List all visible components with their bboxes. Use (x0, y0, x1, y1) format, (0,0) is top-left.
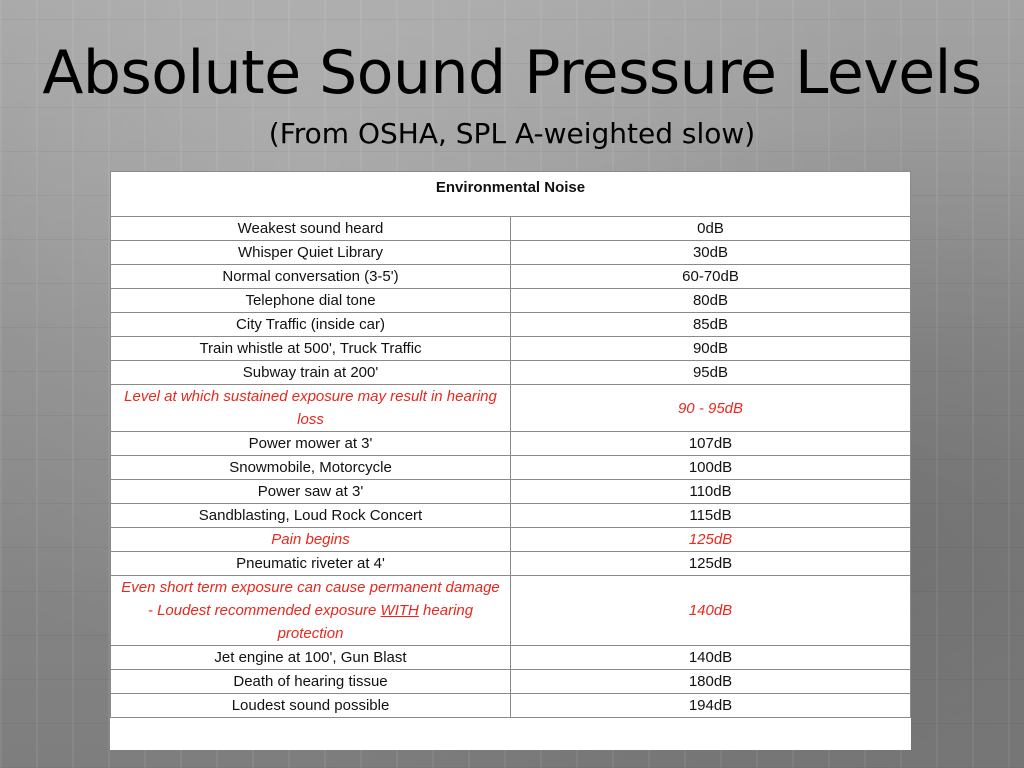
sound-level-cell: 194dB (511, 694, 911, 718)
source-text-before: Even short term exposure can cause permanent damage - Loudest recommended exposure (121, 579, 500, 619)
sound-source-cell: Train whistle at 500', Truck Traffic (111, 337, 511, 361)
sound-level-cell: 0dB (511, 217, 911, 241)
sound-source-cell: Power saw at 3' (111, 480, 511, 504)
sound-source-cell: Jet engine at 100', Gun Blast (111, 646, 511, 670)
table-row (111, 337, 911, 361)
table-row (111, 289, 911, 313)
table-row-highlight (111, 528, 911, 552)
table-row (111, 361, 911, 385)
table-row-highlight (111, 385, 911, 432)
sound-level-cell: 125dB (511, 552, 911, 576)
sound-level-cell: 140dB (511, 576, 911, 646)
sound-level-cell: 90 - 95dB (511, 385, 911, 432)
table-row (111, 646, 911, 670)
table-row (111, 480, 911, 504)
table-row (111, 432, 911, 456)
table-row (111, 456, 911, 480)
slide-subtitle: (From OSHA, SPL A-weighted slow) (268, 117, 756, 150)
sound-source-cell: Level at which sustained exposure may result in hearing loss (111, 385, 511, 432)
table-header-row (111, 172, 911, 217)
sound-level-cell: 180dB (511, 670, 911, 694)
sound-level-cell: 115dB (511, 504, 911, 528)
noise-table-panel (110, 171, 911, 750)
source-text-after: hearing protection (277, 602, 474, 642)
sound-source-cell: Snowmobile, Motorcycle (111, 456, 511, 480)
sound-level-cell: 100dB (511, 456, 911, 480)
sound-level-cell: 60-70dB (511, 265, 911, 289)
sound-source-cell: City Traffic (inside car) (111, 313, 511, 337)
table-header: Environmental Noise (111, 172, 911, 217)
source-text-underlined: WITH (380, 602, 419, 619)
sound-level-cell: 80dB (511, 289, 911, 313)
slide-title: Absolute Sound Pressure Levels (42, 38, 982, 108)
sound-source-cell: Telephone dial tone (111, 289, 511, 313)
table-row (111, 313, 911, 337)
sound-source-cell: Pneumatic riveter at 4' (111, 552, 511, 576)
sound-level-cell: 85dB (511, 313, 911, 337)
table-row-highlight (111, 576, 911, 646)
sound-source-cell: Subway train at 200' (111, 361, 511, 385)
noise-level-table (110, 171, 911, 718)
sound-level-cell: 95dB (511, 361, 911, 385)
sound-source-cell: Whisper Quiet Library (111, 241, 511, 265)
sound-source-cell: Loudest sound possible (111, 694, 511, 718)
sound-source-cell: Pain begins (111, 528, 511, 552)
sound-source-cell: Weakest sound heard (111, 217, 511, 241)
table-row (111, 694, 911, 718)
table-row (111, 552, 911, 576)
table-row (111, 504, 911, 528)
sound-level-cell: 125dB (511, 528, 911, 552)
table-row (111, 241, 911, 265)
table-row (111, 265, 911, 289)
sound-source-cell: Power mower at 3' (111, 432, 511, 456)
sound-level-cell: 90dB (511, 337, 911, 361)
table-row (111, 670, 911, 694)
sound-level-cell: 140dB (511, 646, 911, 670)
sound-source-cell (111, 576, 511, 646)
sound-level-cell: 30dB (511, 241, 911, 265)
sound-source-cell: Death of hearing tissue (111, 670, 511, 694)
sound-source-cell: Sandblasting, Loud Rock Concert (111, 504, 511, 528)
sound-level-cell: 107dB (511, 432, 911, 456)
table-row (111, 217, 911, 241)
sound-level-cell: 110dB (511, 480, 911, 504)
sound-source-cell: Normal conversation (3-5') (111, 265, 511, 289)
